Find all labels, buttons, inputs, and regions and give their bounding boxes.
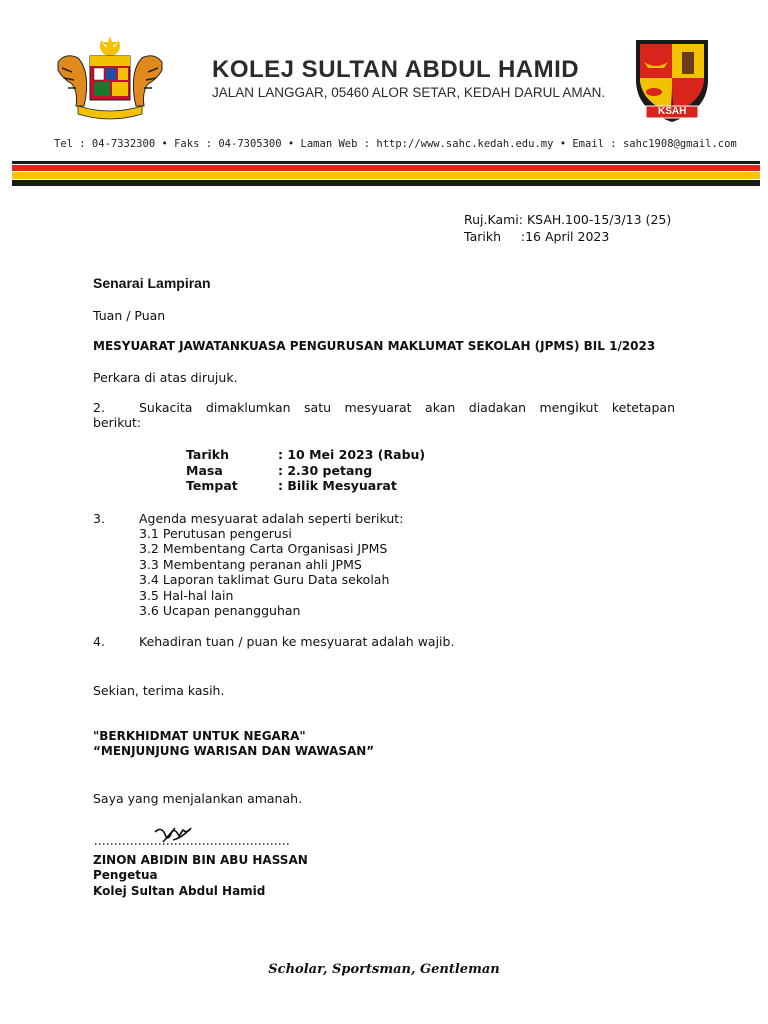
contact-line: Tel : 04-7332300 • Faks : 04-7305300 • Laman Web : http://www.sahc.kedah.edu.my • Email : sahc1908@gmail.com — [54, 138, 737, 150]
signatory-institution: Kolej Sultan Abdul Hamid — [93, 884, 266, 898]
agenda-item: 3.1 Perutusan pengerusi — [139, 526, 292, 541]
slogan-line-1: "BERKHIDMAT UNTUK NEGARA" — [93, 729, 306, 743]
signature — [93, 824, 293, 850]
agenda-item: 3.6 Ucapan penangguhan — [139, 603, 301, 618]
detail-label-time: Masa — [186, 463, 223, 478]
detail-label-venue: Tempat — [186, 478, 238, 493]
crest-label: KSAH — [658, 106, 687, 117]
letterhead-stripe-yellow — [12, 172, 760, 179]
slogan-line-2: “MENJUNJUNG WARISAN DAN WAWASAN” — [93, 744, 375, 758]
reference-number: Ruj.Kami: KSAH.100-15/3/13 (25) — [464, 212, 672, 227]
para2-line2: berikut: — [93, 415, 142, 430]
signatory-name: ZINON ABIDIN BIN ABU HASSAN — [93, 853, 308, 867]
para3-number: 3. — [93, 511, 105, 526]
para2-line1: Sukacita dimaklumkan satu mesyuarat akan diadakan mengikut ketetapan — [139, 400, 675, 415]
school-address: JALAN LANGGAR, 05460 ALOR SETAR, KEDAH DARUL AMAN. — [212, 85, 606, 100]
intro-text: Perkara di atas dirujuk. — [93, 370, 238, 385]
agenda-item: 3.5 Hal-hal lain — [139, 588, 234, 603]
closing-text: Sekian, terima kasih. — [93, 683, 225, 698]
detail-value-venue: : Bilik Mesyuarat — [278, 478, 397, 493]
document-title: Senarai Lampiran — [93, 275, 211, 291]
agenda-item: 3.2 Membentang Carta Organisasi JPMS — [139, 541, 388, 556]
reference-date: Tarikh :16 April 2023 — [464, 229, 610, 244]
para4-text: Kehadiran tuan / puan ke mesyuarat adalah wajib. — [139, 634, 455, 649]
agenda-item: 3.4 Laporan taklimat Guru Data sekolah — [139, 572, 390, 587]
letterhead-stripe-black-bottom — [12, 180, 760, 186]
detail-label-date: Tarikh — [186, 447, 230, 462]
subject-line: MESYUARAT JAWATANKUASA PENGURUSAN MAKLUMAT SEKOLAH (JPMS) BIL 1/2023 — [93, 339, 656, 353]
ksah-school-crest-logo — [632, 36, 712, 124]
letterhead-stripe-black-top — [12, 161, 760, 164]
school-name: KOLEJ SULTAN ABDUL HAMID — [212, 56, 580, 83]
detail-value-date: : 10 Mei 2023 (Rabu) — [278, 447, 426, 462]
footer-motto: Scholar, Sportsman, Gentleman — [268, 962, 500, 977]
signatory-position: Pengetua — [93, 868, 158, 882]
para3-text: Agenda mesyuarat adalah seperti berikut: — [139, 511, 404, 526]
para4-number: 4. — [93, 634, 105, 649]
trust-line: Saya yang menjalankan amanah. — [93, 791, 303, 806]
detail-value-time: : 2.30 petang — [278, 463, 373, 478]
para2-number: 2. — [93, 400, 105, 415]
malaysia-coat-of-arms-logo — [50, 34, 170, 124]
agenda-item: 3.3 Membentang peranan ahli JPMS — [139, 557, 362, 572]
salutation: Tuan / Puan — [93, 308, 166, 323]
letterhead-stripe-red — [12, 165, 760, 171]
